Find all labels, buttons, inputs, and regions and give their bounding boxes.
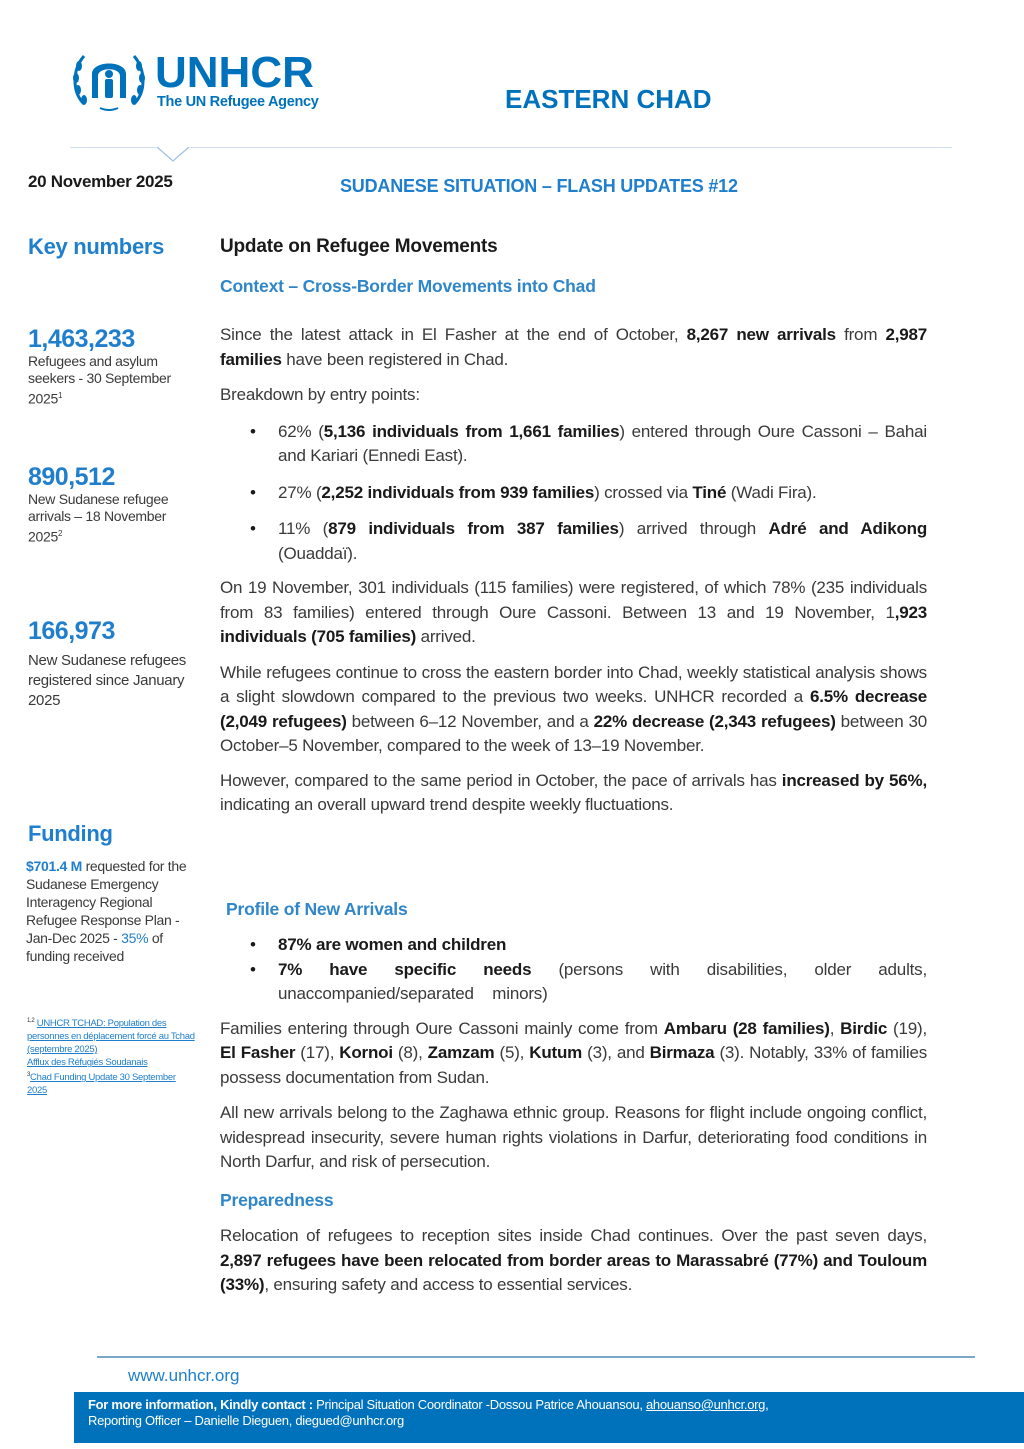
footnote-link-influx[interactable]: Afflux des Réfugiés Soudanais bbox=[27, 1057, 148, 1069]
contact-footer: For more information, Kindly contact : Principal Situation Coordinator -Dossou Patrice Ahouansou, ahouanso@unhcr.org, Reporting Officer – Danielle Dieguen, diegued@unhcr.org bbox=[74, 1392, 1024, 1443]
website-link[interactable]: www.unhcr.org bbox=[128, 1366, 240, 1385]
list-item: • 62% (5,136 individuals from 1,661 families) entered through Oure Cassoni – Bahai and Kariari (Ennedi East). bbox=[278, 420, 927, 469]
report-date: 20 November 2025 bbox=[28, 172, 173, 191]
funding-percent: 35% bbox=[121, 930, 149, 946]
preparedness-heading: Preparedness bbox=[220, 1190, 334, 1210]
footnote-link-population[interactable]: UNHCR TCHAD: Population des personnes en déplacement forcé au Tchad (septembre 2025) bbox=[27, 1018, 195, 1056]
key-number-label: New Sudanese refugee arrivals – 18 November 2025$^2$ bbox=[28, 491, 169, 545]
key-number-value: 890,512 bbox=[28, 463, 115, 491]
trend-paragraph: While refugees continue to cross the eastern border into Chad, weekly statistical analysis shows a slight slowdown compared to the previous two weeks. UNHCR recorded a 6.5% decrease (2,049 refugees) between 6–12 November, and a 22% decrease (2,343 refugees) between 30 October–5 November, compared to the week of 13–19 November. bbox=[220, 662, 927, 755]
breakdown-label: Breakdown by entry points: bbox=[220, 385, 420, 404]
nov19-paragraph: On 19 November, 301 individuals (115 families) were registered, of which 78% (235 individuals from 83 families) entered through Oure Cassoni. Between 13 and 19 November, 1,923 individuals (705 families) arrived. bbox=[220, 578, 927, 646]
list-item: • 87% are women and children bbox=[278, 933, 927, 958]
profile-heading: Profile of New Arrivals bbox=[226, 899, 408, 919]
funding-heading: Funding bbox=[28, 821, 113, 846]
profile-body bbox=[220, 933, 927, 1175]
key-number-value: 1,463,233 bbox=[28, 325, 135, 353]
preparedness-body bbox=[220, 1224, 927, 1298]
key-number-label: New Sudanese refugees registered since January 2025 bbox=[28, 652, 186, 709]
chevron-down-icon bbox=[156, 147, 190, 163]
key-numbers-heading: Key numbers bbox=[28, 234, 165, 259]
funding-summary: $701.4 M requested for the Sudanese Emergency Interagency Regional Refugee Response Plan - Jan-Dec 2025 - 35% of funding received bbox=[26, 858, 187, 964]
list-item: • 11% (879 individuals from 387 families) arrived through Adré and Adikong (Ouaddaï). bbox=[278, 517, 927, 566]
header-divider bbox=[70, 147, 952, 148]
email-link-coordinator[interactable]: ahouanso@unhcr.org bbox=[645, 1397, 766, 1412]
report-title: SUDANESE SITUATION – FLASH UPDATES #12 bbox=[340, 176, 738, 196]
list-item: • 27% (2,252 individuals from 939 families) crossed via Tiné (Wadi Fira). bbox=[278, 481, 927, 506]
entry-points-list bbox=[220, 420, 927, 567]
key-number-label: Refugees and asylum seekers - 30 September 2025$^1$ bbox=[28, 353, 171, 407]
section-title: Update on Refugee Movements bbox=[220, 236, 498, 257]
region-title: EASTERN CHAD bbox=[505, 84, 712, 114]
contact-label: For more information, Kindly contact : bbox=[88, 1397, 317, 1412]
key-number-new-arrivals bbox=[28, 463, 203, 546]
relocation-paragraph: Relocation of refugees to reception sites inside Chad continues. Over the past seven days, 2,897 refugees have been relocated from border areas to Marassabré (77%) and Touloum (33%), ensuring safety and access to essential services. bbox=[220, 1226, 927, 1294]
reporting-officer-contact: Reporting Officer – Danielle Dieguen, diegued@unhcr.org bbox=[88, 1413, 404, 1428]
logo-wordmark: UNHCR bbox=[155, 48, 314, 97]
key-number-refugees bbox=[28, 325, 203, 408]
main-body bbox=[220, 323, 927, 818]
context-heading: Context – Cross-Border Movements into Chad bbox=[220, 276, 596, 296]
footnotes: $^{1,2}$ UNHCR TCHAD: Population des personnes en déplacement forcé au Tchad (septembre 2025) Afflux des Réfugiés Soudanais $^3$Chad Funding Update 30 September 2025 bbox=[27, 1015, 197, 1097]
footer-divider bbox=[97, 1356, 975, 1358]
profile-list bbox=[220, 933, 927, 1007]
key-number-value: 166,973 bbox=[28, 617, 115, 645]
footnote-link-funding[interactable]: Chad Funding Update 30 September 2025 bbox=[27, 1072, 176, 1097]
logo-tagline: The UN Refugee Agency bbox=[157, 94, 319, 110]
key-number-registered bbox=[28, 617, 188, 711]
ethnic-paragraph: All new arrivals belong to the Zaghawa ethnic group. Reasons for flight include ongoing conflict, widespread insecurity, severe human rights violations in Darfur, deteriorating food conditions in North Darfur, and risk of persecution. bbox=[220, 1103, 927, 1171]
funding-amount: $701.4 M bbox=[26, 858, 82, 874]
origins-paragraph: Families entering through Oure Cassoni mainly come from Ambaru (28 families), Birdic (19), El Fasher (17), Kornoi (8), Zamzam (5), Kutum (3), and Birmaza (3). Notably, 33% of families possess documentation from Sudan. bbox=[220, 1018, 928, 1087]
october-paragraph: However, compared to the same period in October, the pace of arrivals has increased by 56%, indicating an overall upward trend despite weekly fluctuations. bbox=[220, 770, 928, 814]
list-item: • 7% have specific needs (persons with disabilities, older adults, unaccompanied/separated minors) bbox=[278, 958, 927, 1007]
intro-paragraph: Since the latest attack in El Fasher at the end of October, 8,267 new arrivals from 2,987 families have been registered in Chad. bbox=[220, 325, 928, 369]
unhcr-emblem-icon bbox=[70, 48, 148, 112]
